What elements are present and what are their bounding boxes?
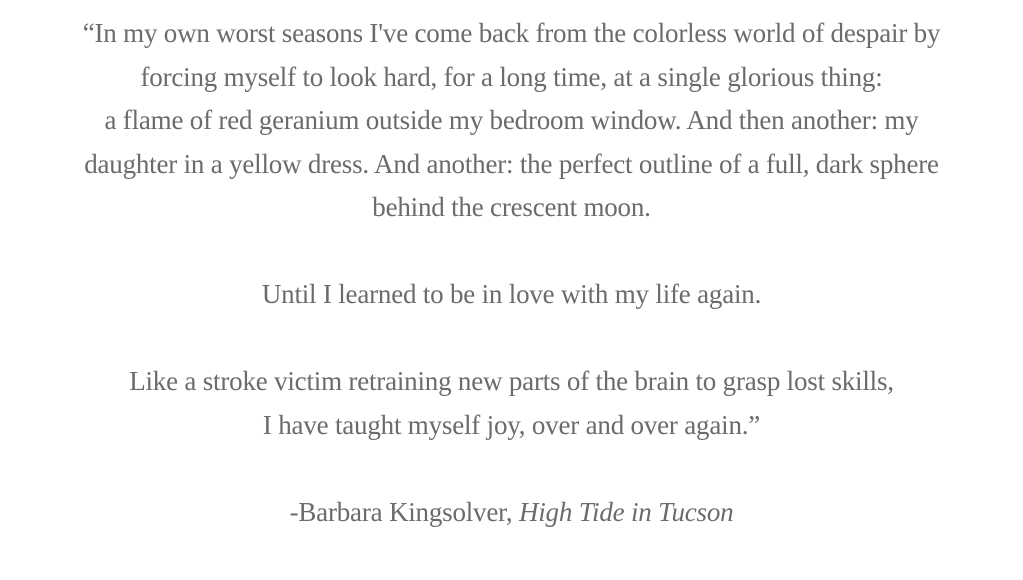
quote-line: I have taught myself joy, over and over again.”: [262, 409, 761, 440]
quote-line: Like a stroke victim retraining new parts of the brain to grasp lost skills,: [129, 366, 894, 396]
quote-block: [0, 12, 1023, 534]
quote-line: Until I learned to be in love with my life again.: [261, 279, 762, 309]
paragraph-spacer: [0, 447, 1023, 491]
quote-line: daughter in a yellow dress. And another: the perfect outline of a full, dark sphere: [84, 148, 939, 179]
paragraph-spacer: [0, 230, 1023, 274]
paragraph-spacer: [0, 317, 1023, 361]
quote-line: a flame of red geranium outside my bedroom window. And then another: my: [104, 105, 919, 135]
quote-line: forcing myself to look hard, for a long time, at a single glorious thing:: [140, 61, 883, 92]
attribution: [0, 491, 1023, 535]
attribution-author: -Barbara Kingsolver,: [289, 496, 519, 527]
quote-line: behind the crescent moon.: [372, 192, 651, 222]
attribution-book-title: High Tide in Tucson: [518, 496, 734, 527]
quote-line: “In my own worst seasons I've come back from the colorless world of despair by: [82, 18, 941, 48]
